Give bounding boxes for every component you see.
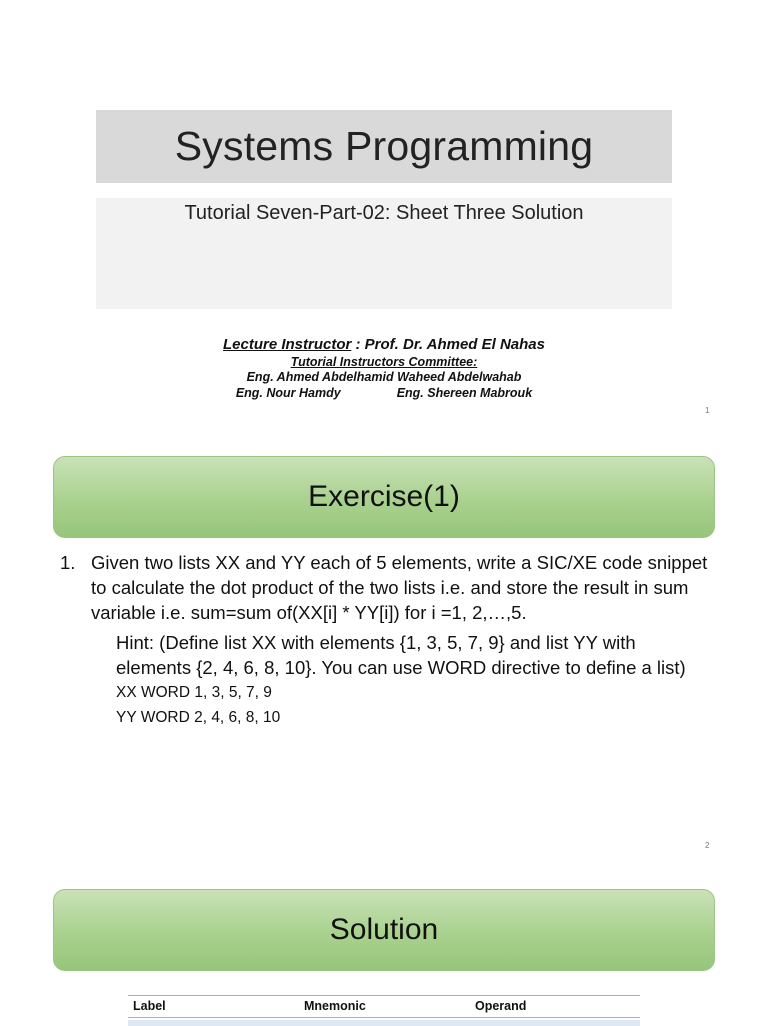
committee-member-1: Eng. Ahmed Abdelhamid Waheed Abdelwahab bbox=[246, 370, 522, 385]
code-line-yy: YY WORD 2, 4, 6, 8, 10 bbox=[116, 709, 281, 726]
solution-table bbox=[128, 995, 640, 1018]
item-number: 1. bbox=[60, 552, 76, 573]
instructor-name: : Prof. Dr. Ahmed El Nahas bbox=[351, 336, 545, 353]
instructor-label: Lecture Instructor bbox=[222, 336, 352, 353]
hint-text: Hint: (Define list XX with elements {1, 3, 5, 7, 9} and list YY with elements {2, 4, 6, 8, 10}. You can use WORD directive to define a list) bbox=[116, 632, 686, 678]
list-item bbox=[60, 550, 710, 625]
question-text: Given two lists XX and YY each of 5 elements, write a SIC/XE code snippet to calculate the dot product of the two lists i.e. and store the result in sum variable i.e. sum=sum of(XX[i] * YY[i]) for i =1, 2,…,5. bbox=[91, 552, 708, 623]
table-row-fill bbox=[128, 1020, 640, 1026]
instructor-line bbox=[96, 336, 672, 355]
slide-title: Systems Programming bbox=[174, 123, 594, 169]
header-operand: Operand bbox=[470, 996, 640, 1018]
solution-header bbox=[53, 889, 715, 971]
solution-heading: Solution bbox=[329, 913, 439, 946]
title-box bbox=[96, 110, 672, 183]
exercise-heading: Exercise(1) bbox=[308, 480, 460, 513]
table-header-row bbox=[128, 996, 640, 1018]
credits-block bbox=[96, 336, 672, 402]
page-number-2: 2 bbox=[705, 841, 710, 850]
slide-subtitle: Tutorial Seven-Part-02: Sheet Three Solution bbox=[184, 202, 584, 224]
committee-members-row bbox=[96, 386, 672, 402]
header-mnemonic: Mnemonic bbox=[299, 996, 470, 1018]
committee-member-2: Eng. Nour Hamdy bbox=[235, 386, 341, 400]
committee-member-3: Eng. Shereen Mabrouk bbox=[396, 386, 533, 400]
committee-label: Tutorial Instructors Committee: bbox=[290, 354, 478, 369]
page-number-1: 1 bbox=[705, 406, 710, 415]
subtitle-box bbox=[96, 198, 672, 309]
exercise-body bbox=[60, 550, 710, 730]
exercise-header bbox=[53, 456, 715, 538]
code-line-xx: XX WORD 1, 3, 5, 7, 9 bbox=[116, 684, 272, 701]
header-label: Label bbox=[128, 996, 299, 1018]
